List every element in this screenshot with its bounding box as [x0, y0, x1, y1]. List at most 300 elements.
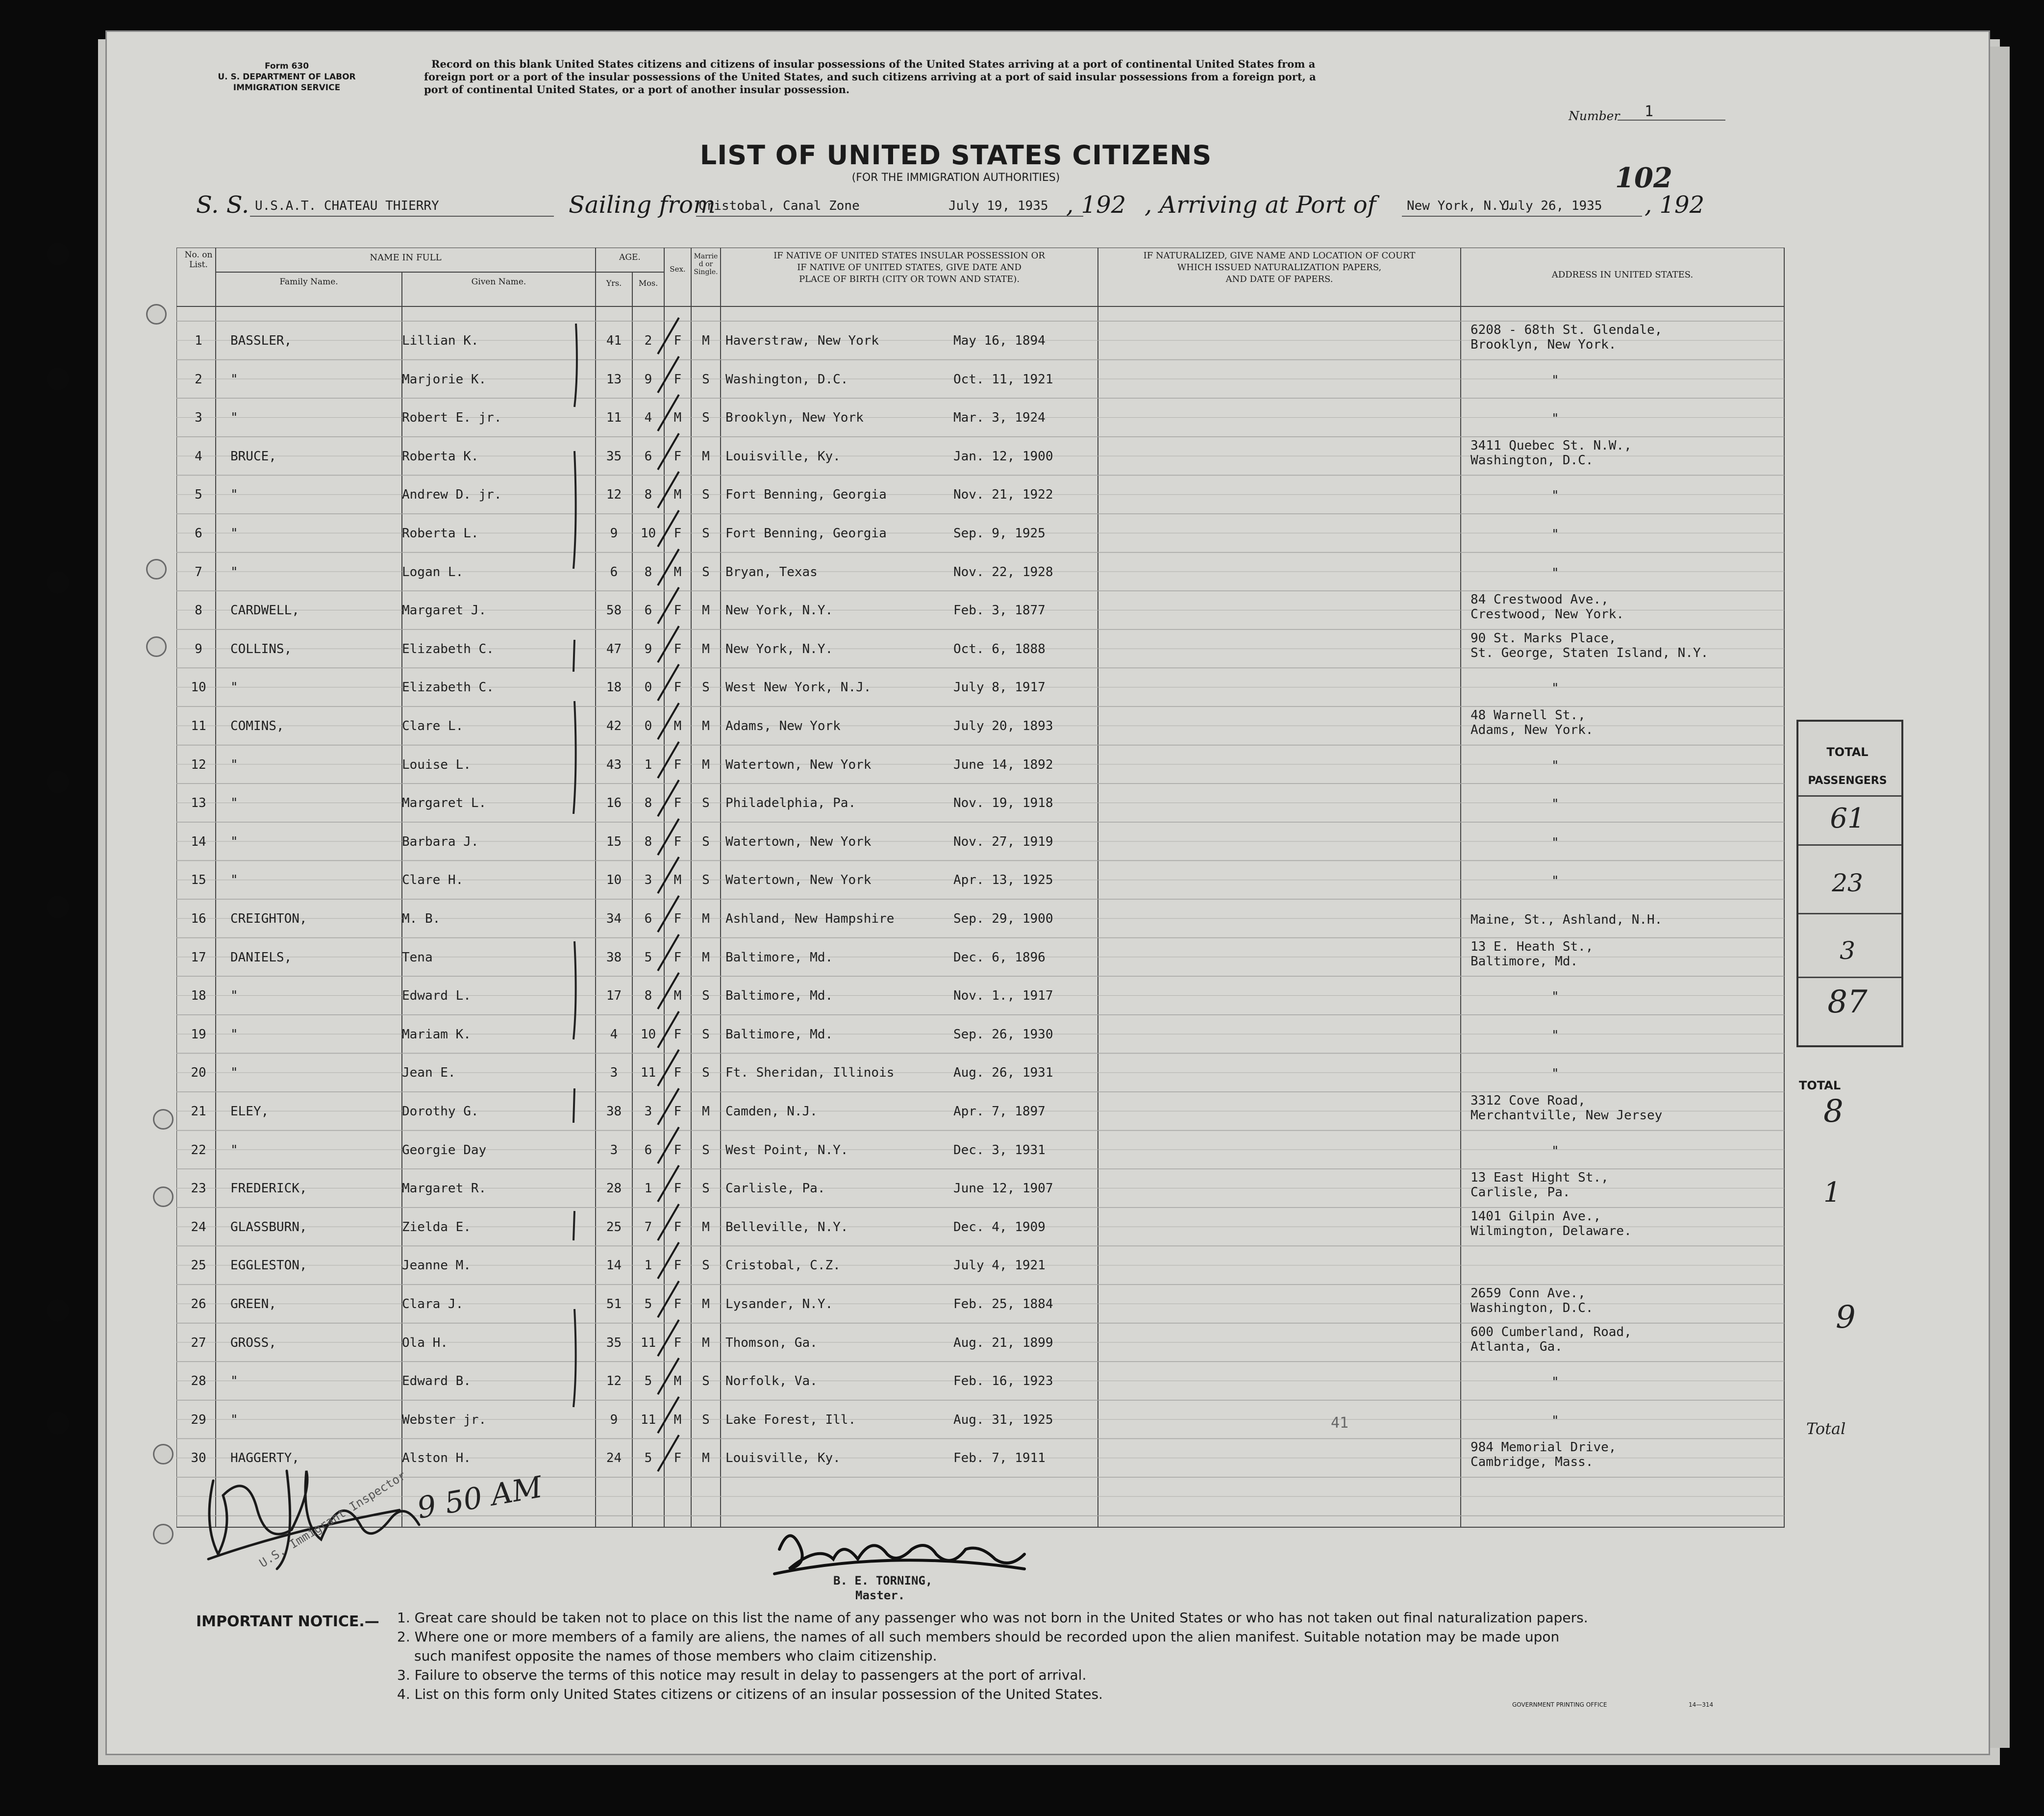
cell-age-months: 1 [644, 1258, 652, 1273]
cell-address-line-2: Cambridge, Mass. [1471, 1455, 1594, 1470]
cell-family-name: FREDERICK, [230, 1181, 307, 1196]
cell-given-name: Marjorie K. [402, 372, 487, 387]
cell-age-months: 8 [644, 564, 652, 580]
cell-birth-date: Dec. 6, 1896 [953, 950, 1046, 965]
cell-birth-place: Watertown, New York [725, 757, 872, 772]
cell-address-line-1: 2659 Conn Ave., [1471, 1286, 1586, 1301]
cell-birth-place: Lysander, N.Y. [725, 1297, 833, 1312]
cell-given-name: Logan L. [402, 564, 464, 580]
cell-address-line-2: Merchantville, New Jersey [1471, 1108, 1663, 1123]
cell-age-years: 42 [606, 719, 622, 733]
cell-birth-place: Brooklyn, New York [725, 410, 864, 426]
cell-age-months: 11 [640, 1412, 656, 1427]
page-subtitle: (FOR THE IMMIGRATION AUTHORITIES) [851, 172, 1060, 184]
cell-given-name: Alston H. [402, 1451, 471, 1466]
check-tick-mark [652, 1200, 686, 1244]
notice-item-4: 4. List on this form only United States citizens or citizens of an insular possession of the United States. [397, 1686, 1103, 1702]
col-header-naturalized-line: IF NATURALIZED, GIVE NAME AND LOCATION OF COURT [1143, 251, 1416, 261]
department-name: U. S. DEPARTMENT OF LABOR [218, 72, 356, 82]
cell-age-months: 0 [644, 719, 652, 733]
cell-family-name: HAGGERTY, [230, 1451, 299, 1466]
cell-family-name: ELEY, [230, 1104, 269, 1119]
cell-family-name: " [230, 988, 238, 1004]
cell-marital-status: S [702, 1412, 710, 1427]
binder-ring [153, 1444, 174, 1464]
cell-address-line-2: " [1551, 411, 1559, 427]
cell-sex: F [673, 1297, 682, 1312]
cell-marital-status: M [702, 1451, 710, 1466]
cell-address-line-2: " [1551, 565, 1559, 580]
punch-hole [47, 896, 69, 918]
check-tick-mark [652, 353, 686, 397]
col-header-naturalized-line: AND DATE OF PAPERS. [1225, 274, 1333, 284]
form-code: 14—314 [1689, 1701, 1714, 1708]
cell-age-months: 9 [644, 372, 652, 387]
cell-family-name: " [230, 372, 238, 387]
cell-age-months: 2 [644, 333, 652, 348]
check-tick-mark [652, 853, 686, 897]
check-tick-mark [652, 1354, 686, 1398]
col-header-sex: Sex. [670, 265, 686, 274]
cell-address-line-2: " [1551, 874, 1559, 889]
cell-birth-date: Sep. 9, 1925 [953, 526, 1046, 541]
cell-birth-place: Baltimore, Md. [725, 988, 833, 1004]
cell-birth-place: Haverstraw, New York [725, 333, 879, 348]
check-tick-mark [652, 468, 686, 512]
tally-total-label-2: Total [1806, 1419, 1846, 1438]
cell-address-line-2: " [1551, 758, 1559, 773]
cell-sex: F [673, 641, 682, 656]
check-tick-mark [652, 776, 686, 820]
cell-marital-status: M [702, 1219, 710, 1235]
cell-birth-place: Cristobal, C.Z. [725, 1258, 841, 1273]
cell-birth-place: Louisville, Ky. [725, 1451, 841, 1466]
cell-family-name: " [230, 410, 238, 426]
cell-given-name: Margaret L. [402, 796, 487, 811]
cell-birth-place: Watertown, New York [725, 873, 872, 888]
cell-marital-status: S [702, 1258, 710, 1273]
cell-given-name: Edward B. [402, 1374, 471, 1389]
cell-address-line-2: Wilmington, Delaware. [1471, 1223, 1632, 1238]
cell-age-years: 3 [610, 1065, 618, 1081]
cell-age-months: 8 [644, 834, 652, 849]
binder-ring [153, 1186, 174, 1207]
cell-marital-status: M [702, 449, 710, 464]
notice-item-2b: such manifest opposite the names of those members who claim citizenship. [414, 1648, 937, 1664]
cell-family-name: " [230, 487, 238, 503]
cell-birth-date: June 12, 1907 [953, 1181, 1053, 1196]
cell-address-line-2: " [1551, 488, 1559, 504]
cell-address-line-1: 600 Cumberland, Road, [1471, 1324, 1632, 1339]
cell-marital-status: M [702, 333, 710, 348]
number-rule [1618, 120, 1725, 121]
cell-age-years: 15 [606, 834, 622, 849]
cell-no: 28 [191, 1374, 206, 1389]
cell-birth-place: Fort Benning, Georgia [725, 526, 887, 541]
col-header-given: Given Name. [471, 277, 526, 287]
cell-age-years: 9 [610, 526, 618, 541]
cell-sex: F [673, 333, 682, 348]
cell-no: 3 [195, 410, 202, 426]
punch-hole [47, 1412, 69, 1435]
cell-birth-place: Ashland, New Hampshire [725, 911, 895, 926]
cell-sex: F [673, 1027, 682, 1042]
punch-hole [47, 243, 69, 265]
cell-address-line-1: 984 Memorial Drive, [1471, 1440, 1617, 1455]
form-number: Form 630 [264, 61, 309, 71]
cell-age-years: 16 [606, 796, 622, 811]
cell-birth-place: Lake Forest, Ill. [725, 1412, 856, 1427]
cell-marital-status: S [702, 1027, 710, 1042]
cell-address-line-2: Carlisle, Pa. [1471, 1185, 1570, 1200]
sailing-date: July 19, 1935 [948, 199, 1048, 213]
col-header-naturalized [1098, 250, 1461, 285]
cell-birth-place: Louisville, Ky. [725, 449, 841, 464]
cell-age-years: 38 [606, 1104, 622, 1119]
cell-age-years: 24 [606, 1451, 622, 1466]
cell-sex: F [673, 1104, 682, 1119]
cell-age-years: 14 [606, 1258, 622, 1273]
cell-age-years: 41 [606, 333, 622, 348]
tally-value: 61 [1830, 803, 1865, 834]
binder-ring [146, 636, 167, 657]
cell-given-name: Elizabeth C. [402, 641, 494, 656]
check-tick-mark [652, 583, 686, 628]
col-header-married: Married or Single. [694, 252, 718, 276]
time-stamp: 9 50 AM [414, 1470, 545, 1526]
cell-birth-date: Nov. 22, 1928 [953, 564, 1053, 580]
check-tick-mark [652, 892, 686, 936]
cell-age-years: 47 [606, 641, 622, 656]
cell-family-name: " [230, 1412, 238, 1427]
check-tick-mark [652, 1431, 686, 1475]
cell-birth-place: Adams, New York [725, 719, 841, 733]
cell-age-years: 11 [606, 410, 622, 426]
cell-address-line-1: 3411 Quebec St. N.W., [1471, 438, 1632, 453]
cell-family-name: " [230, 757, 238, 772]
tally-value-2: 8 [1823, 1093, 1844, 1130]
cell-address-line-2: Crestwood, New York. [1471, 607, 1624, 622]
cell-family-name: " [230, 873, 238, 888]
cell-no: 14 [191, 834, 206, 849]
cell-given-name: Barbara J. [402, 834, 479, 849]
cell-birth-date: Dec. 3, 1931 [953, 1142, 1046, 1158]
cell-address-line-2: Baltimore, Md. [1471, 954, 1578, 969]
cell-address-line-1: 90 St. Marks Place, [1471, 631, 1617, 646]
intro-line-2: foreign port or a port of the insular possessions of the United States, and such citizens arriving at a port of said insular possessions from a foreign port, a [424, 71, 1316, 83]
cell-given-name: Mariam K. [402, 1027, 471, 1042]
inspector-title: U.S. Immigrant Inspector [256, 1468, 408, 1570]
col-header-birth [723, 250, 1096, 285]
cell-sex: M [673, 564, 682, 580]
cell-given-name: Jeanne M. [402, 1258, 471, 1273]
bracket-mark [573, 1211, 574, 1240]
cell-birth-date: Nov. 27, 1919 [953, 834, 1053, 849]
cell-address-line-2: " [1551, 373, 1559, 388]
inspector-signature-graphic [194, 1451, 527, 1589]
cell-sex: M [673, 988, 682, 1004]
cell-sex: F [673, 950, 682, 965]
cell-marital-status: M [702, 757, 710, 772]
notice-item-1: 1. Great care should be taken not to place on this list the name of any passenger who was not born in the United States or who has not taken out final naturalization papers. [397, 1610, 1588, 1626]
cell-no: 7 [195, 564, 202, 580]
cell-no: 5 [195, 487, 202, 503]
cell-marital-status: M [702, 1297, 710, 1312]
cell-marital-status: S [702, 988, 710, 1004]
cell-no: 19 [191, 1027, 206, 1042]
cell-age-months: 9 [644, 641, 652, 656]
cell-sex: M [673, 719, 682, 733]
cell-age-years: 51 [606, 1297, 622, 1312]
cell-birth-date: Aug. 26, 1931 [953, 1065, 1053, 1081]
col-header-no: No. on List. [184, 250, 213, 270]
page-title: LIST OF UNITED STATES CITIZENS [699, 140, 1212, 171]
cell-address-line-2: " [1551, 797, 1559, 812]
cell-no: 16 [191, 911, 206, 926]
ss-label: S. S. [196, 191, 249, 219]
check-tick-mark [652, 314, 686, 358]
cell-birth-date: Sep. 29, 1900 [953, 911, 1053, 926]
binder-ring [153, 1524, 174, 1544]
cell-no: 1 [195, 333, 202, 348]
check-tick-mark [652, 391, 686, 435]
cell-no: 6 [195, 526, 202, 541]
check-tick-mark [652, 1393, 686, 1437]
cell-given-name: Roberta K. [402, 449, 479, 464]
cell-family-name: BASSLER, [230, 333, 292, 348]
cell-given-name: Robert E. jr. [402, 410, 502, 426]
cell-sex: F [673, 1258, 682, 1273]
cell-birth-date: Aug. 21, 1899 [953, 1335, 1053, 1350]
cell-family-name: GROSS, [230, 1335, 276, 1350]
cell-family-name: GREEN, [230, 1297, 276, 1312]
family-brackets [564, 314, 583, 1441]
cell-birth-date: July 4, 1921 [953, 1258, 1046, 1273]
cell-no: 30 [191, 1451, 206, 1466]
cell-age-years: 18 [606, 680, 622, 695]
col-header-mos: Mos. [638, 278, 658, 288]
cell-marital-status: S [702, 680, 710, 695]
cell-birth-date: Jan. 12, 1900 [953, 449, 1053, 464]
cell-address-line-2: Brooklyn, New York. [1471, 337, 1617, 352]
cell-no: 11 [191, 719, 206, 733]
sailing-rule [696, 216, 1083, 217]
tally-value: 87 [1827, 984, 1868, 1020]
cell-marital-status: M [702, 911, 710, 926]
cell-address-line-2: " [1551, 1413, 1559, 1428]
cell-age-months: 6 [644, 911, 652, 926]
cell-address-line-2: " [1551, 1066, 1559, 1082]
cell-age-months: 5 [644, 1297, 652, 1312]
cell-given-name: Clare H. [402, 873, 464, 888]
check-tick-mark [652, 1008, 686, 1052]
cell-marital-status: M [702, 603, 710, 618]
cell-address-line-2: Washington, D.C. [1471, 1301, 1594, 1315]
col-header-birth-line: PLACE OF BIRTH (CITY OR TOWN AND STATE). [798, 274, 1020, 284]
cell-given-name: Clara J. [402, 1297, 464, 1312]
bracket-mark [573, 941, 576, 1039]
check-tick-mark [652, 699, 686, 743]
cell-birth-place: Baltimore, Md. [725, 1027, 833, 1042]
cell-age-months: 6 [644, 449, 652, 464]
cell-age-years: 58 [606, 603, 622, 618]
cell-sex: F [673, 1219, 682, 1235]
cell-age-months: 6 [644, 1142, 652, 1158]
cell-marital-status: S [702, 564, 710, 580]
cell-address-line-2: St. George, Staten Island, N.Y. [1471, 645, 1709, 660]
cell-no: 24 [191, 1219, 206, 1235]
bracket-mark [574, 324, 577, 407]
arriving-port: New York, N.Y. [1407, 199, 1515, 213]
cell-marital-status: S [702, 1374, 710, 1389]
cell-given-name: Georgie Day [402, 1142, 487, 1158]
cell-address-line-1: 6208 - 68th St. Glendale, [1471, 323, 1663, 337]
cell-address-line-2: Washington, D.C. [1471, 453, 1594, 468]
check-tick-mark [652, 1277, 686, 1321]
check-tick-mark [652, 1316, 686, 1360]
check-tick-mark [652, 429, 686, 474]
cell-given-name: Lillian K. [402, 333, 479, 348]
cell-birth-place: New York, N.Y. [725, 603, 833, 618]
cell-sex: F [673, 1142, 682, 1158]
tally-total-label: TOTAL [1799, 1079, 1841, 1092]
cell-address-line-2: " [1551, 681, 1559, 696]
sailing-label: Sailing from [569, 191, 716, 219]
check-tick-mark [652, 660, 686, 705]
margin-mark: 41 [1331, 1414, 1349, 1432]
cell-given-name: Roberta L. [402, 526, 479, 541]
cell-birth-place: Baltimore, Md. [725, 950, 833, 965]
printer-credit: GOVERNMENT PRINTING OFFICE [1512, 1701, 1607, 1708]
cell-age-months: 7 [644, 1219, 652, 1235]
cell-no: 12 [191, 757, 206, 772]
cell-birth-place: West New York, N.J. [725, 680, 872, 695]
check-tick-mark [652, 1238, 686, 1283]
cell-age-years: 12 [606, 487, 622, 503]
cell-marital-status: M [702, 950, 710, 965]
cell-given-name: Margaret R. [402, 1181, 487, 1196]
tally-divider [1798, 795, 1901, 797]
cell-no: 22 [191, 1142, 206, 1158]
cell-birth-date: Aug. 31, 1925 [953, 1412, 1053, 1427]
sailing-port: Cristobal, Canal Zone [698, 199, 860, 213]
cell-no: 26 [191, 1297, 206, 1312]
cell-marital-status: S [702, 796, 710, 811]
col-header-birth-line: IF NATIVE OF UNITED STATES, GIVE DATE AND [797, 262, 1022, 273]
cell-birth-place: Watertown, New York [725, 834, 872, 849]
cell-birth-place: Carlisle, Pa. [725, 1181, 825, 1196]
cell-no: 8 [195, 603, 202, 618]
cell-address-line-2: Atlanta, Ga. [1471, 1339, 1563, 1354]
check-tick-mark [652, 815, 686, 859]
cell-birth-date: Feb. 25, 1884 [953, 1297, 1053, 1312]
cell-sex: F [673, 449, 682, 464]
cell-no: 20 [191, 1065, 206, 1081]
cell-sex: F [673, 680, 682, 695]
cell-birth-date: Oct. 11, 1921 [953, 372, 1053, 387]
cell-age-months: 10 [640, 526, 656, 541]
cell-sex: F [673, 372, 682, 387]
cell-family-name: " [230, 680, 238, 695]
cell-birth-date: Feb. 3, 1877 [953, 603, 1046, 618]
cell-age-years: 6 [610, 564, 618, 580]
col-header-name: NAME IN FULL [370, 252, 442, 263]
tally-value-2: 1 [1823, 1177, 1841, 1209]
cell-sex: F [673, 603, 682, 618]
cell-sex: F [673, 757, 682, 772]
cell-address-line-1: 13 East Hight St., [1471, 1170, 1609, 1185]
intro-line-3: port of continental United States, or a port of another insular possession. [424, 83, 850, 96]
cell-birth-place: Camden, N.J. [725, 1104, 818, 1119]
cell-birth-place: Belleville, N.Y. [725, 1219, 848, 1235]
notice-label: IMPORTANT NOTICE.— [196, 1613, 379, 1630]
cell-sex: F [673, 1335, 682, 1350]
cell-age-years: 17 [606, 988, 622, 1004]
cell-birth-date: June 14, 1892 [953, 757, 1053, 772]
bracket-mark [573, 1088, 574, 1123]
cell-birth-date: Dec. 4, 1909 [953, 1219, 1046, 1235]
service-name: IMMIGRATION SERVICE [233, 83, 341, 93]
cell-no: 10 [191, 680, 206, 695]
check-tick-mark [652, 622, 686, 666]
col-header-address: ADDRESS IN UNITED STATES. [1551, 270, 1694, 280]
cell-family-name: COMINS, [230, 719, 284, 733]
cell-family-name: " [230, 1027, 238, 1042]
cell-age-years: 4 [610, 1027, 618, 1042]
cell-given-name: M. B. [402, 911, 441, 926]
cell-given-name: Tena [402, 950, 433, 965]
cell-marital-status: S [702, 1065, 710, 1081]
cell-sex: M [673, 1374, 682, 1389]
cell-birth-place: Fort Benning, Georgia [725, 487, 887, 503]
col-header-birth-line: IF NATIVE OF UNITED STATES INSULAR POSSESSION OR [773, 251, 1045, 261]
year-label-2: , 192 [1645, 191, 1705, 219]
arriving-date: July 26, 1935 [1502, 199, 1602, 213]
cell-age-years: 38 [606, 950, 622, 965]
check-tick-mark [652, 1046, 686, 1090]
cell-address-line-2: Maine, St., Ashland, N.H. [1471, 912, 1663, 927]
cell-no: 2 [195, 372, 202, 387]
cell-sex: M [673, 487, 682, 503]
binder-ring [153, 1109, 174, 1130]
cell-birth-place: Bryan, Texas [725, 564, 818, 580]
cell-age-years: 10 [606, 873, 622, 888]
cell-marital-status: S [702, 372, 710, 387]
tally-value-2: 9 [1836, 1299, 1856, 1336]
cell-no: 18 [191, 988, 206, 1004]
cell-family-name: GLASSBURN, [230, 1219, 307, 1235]
cell-no: 29 [191, 1412, 206, 1427]
cell-birth-date: Sep. 26, 1930 [953, 1027, 1053, 1042]
cell-sex: F [673, 526, 682, 541]
cell-age-months: 0 [644, 680, 652, 695]
cell-no: 21 [191, 1104, 206, 1119]
cell-family-name: CARDWELL, [230, 603, 299, 618]
page-number-stamp: 102 [1615, 162, 1672, 194]
cell-family-name: EGGLESTON, [230, 1258, 307, 1273]
cell-age-months: 3 [644, 1104, 652, 1119]
cell-marital-status: S [702, 1142, 710, 1158]
cell-age-years: 28 [606, 1181, 622, 1196]
cell-marital-status: S [702, 410, 710, 426]
cell-age-months: 8 [644, 796, 652, 811]
cell-age-years: 35 [606, 449, 622, 464]
col-header-age: AGE. [619, 252, 641, 262]
cell-marital-status: M [702, 1335, 710, 1350]
cell-birth-date: July 8, 1917 [953, 680, 1046, 695]
col-header-family: Family Name. [279, 277, 338, 287]
cell-marital-status: S [702, 1181, 710, 1196]
